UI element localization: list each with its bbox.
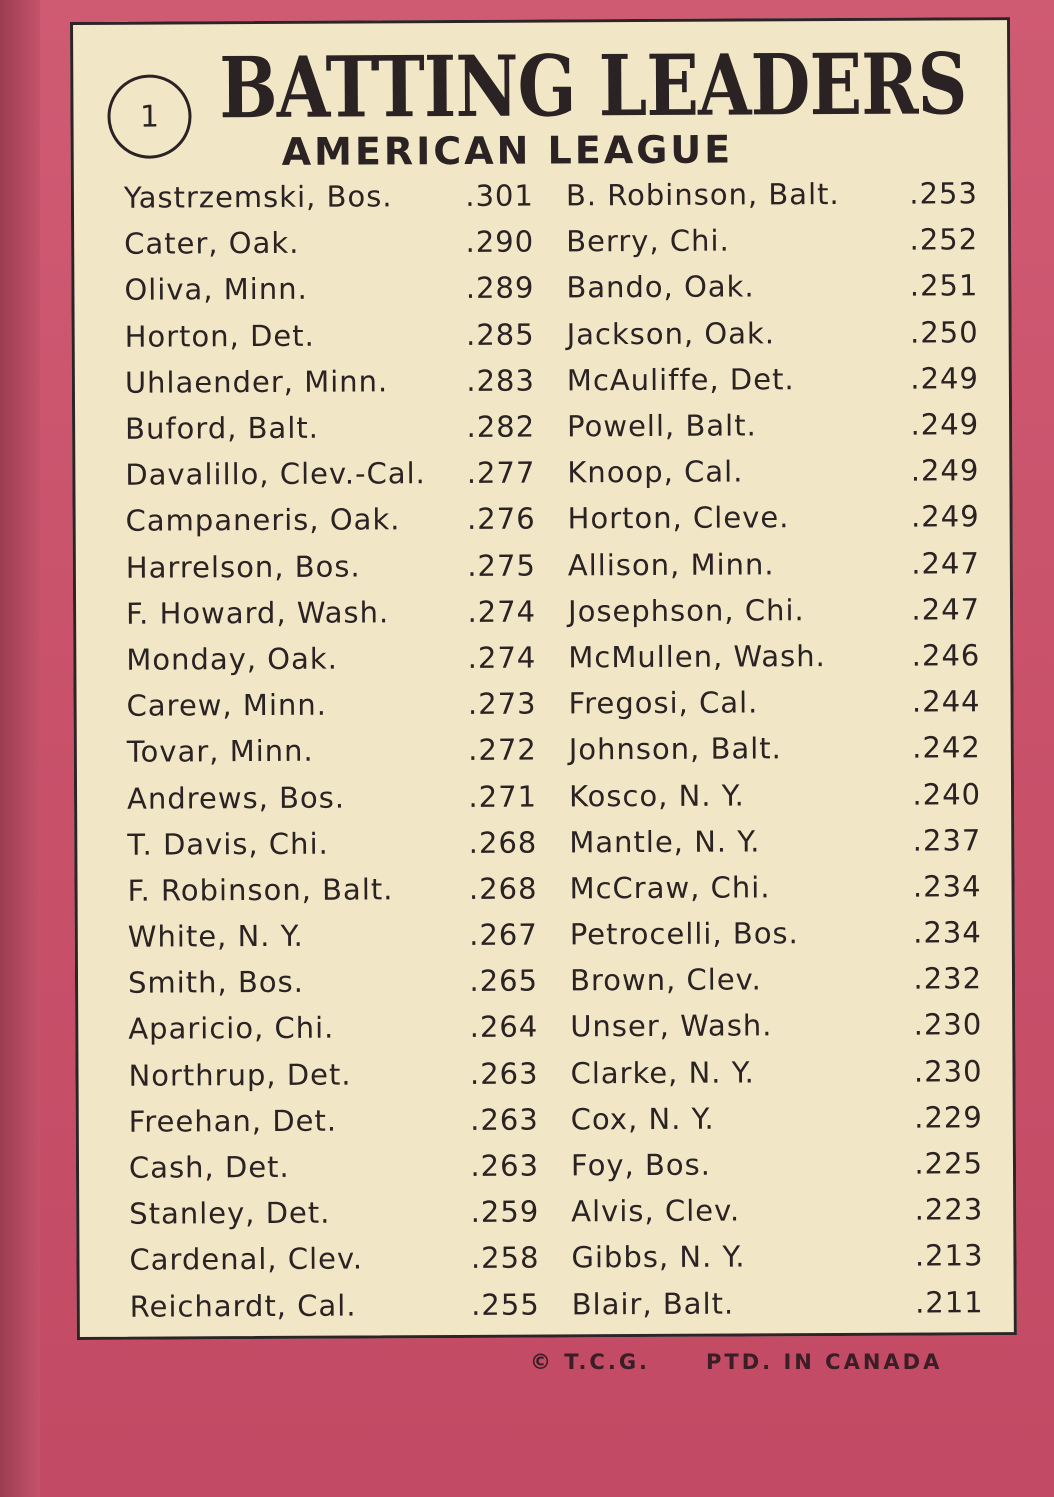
batting-average: .289 bbox=[465, 271, 535, 306]
player-name: Brown, Clev. bbox=[569, 962, 762, 998]
leader-row bbox=[124, 219, 534, 267]
player-name: Yastrzemski, Bos. bbox=[123, 179, 393, 215]
player-name: Allison, Minn. bbox=[567, 546, 775, 582]
player-name: Horton, Cleve. bbox=[567, 500, 790, 536]
card-number-badge bbox=[107, 74, 191, 158]
printed-in-text: PTD. IN CANADA bbox=[706, 1350, 943, 1374]
batting-average: .232 bbox=[913, 961, 983, 996]
batting-average: .250 bbox=[909, 314, 979, 350]
batting-average: .234 bbox=[912, 869, 982, 904]
leader-row bbox=[568, 586, 980, 634]
player-name: Cox, N. Y. bbox=[570, 1101, 715, 1137]
leader-row bbox=[568, 678, 980, 726]
leader-row bbox=[129, 1235, 539, 1283]
card-footer bbox=[530, 1350, 942, 1374]
batting-average: .259 bbox=[470, 1194, 540, 1230]
player-name: Unser, Wash. bbox=[570, 1008, 773, 1044]
player-name: Gibbs, N. Y. bbox=[571, 1239, 746, 1275]
leader-row bbox=[127, 865, 537, 913]
leader-row bbox=[567, 447, 979, 495]
batting-average: .272 bbox=[468, 732, 537, 768]
leader-row bbox=[129, 1142, 539, 1190]
leader-row bbox=[570, 909, 982, 957]
leader-row bbox=[571, 1094, 983, 1142]
player-name: Horton, Det. bbox=[124, 318, 315, 354]
leader-row bbox=[567, 401, 979, 449]
batting-average: .268 bbox=[468, 825, 538, 860]
card-edge-shadow bbox=[0, 0, 40, 1497]
leader-row bbox=[126, 588, 536, 636]
leaders-list-left bbox=[124, 173, 540, 1330]
player-name: Oliva, Minn. bbox=[124, 272, 308, 308]
leader-row bbox=[127, 773, 537, 821]
batting-average: .242 bbox=[912, 730, 981, 765]
batting-average: .263 bbox=[469, 1056, 539, 1091]
leader-row bbox=[127, 727, 537, 775]
leader-row bbox=[572, 1279, 984, 1327]
batting-average: .247 bbox=[911, 545, 980, 581]
player-name: Andrews, Bos. bbox=[126, 780, 346, 816]
batting-average: .274 bbox=[467, 640, 537, 675]
batting-average: .230 bbox=[913, 1007, 983, 1043]
batting-average: .275 bbox=[467, 548, 536, 583]
player-name: Johnson, Balt. bbox=[568, 731, 782, 767]
leader-row bbox=[128, 1050, 538, 1098]
leader-row bbox=[126, 681, 536, 729]
batting-average: .249 bbox=[910, 499, 980, 535]
leader-row bbox=[129, 1096, 539, 1144]
batting-average: .253 bbox=[909, 176, 978, 211]
player-name: Tovar, Minn. bbox=[126, 734, 314, 770]
leader-row bbox=[568, 540, 980, 588]
batting-average: .277 bbox=[466, 455, 536, 491]
card-title: BATTING LEADERS bbox=[219, 34, 967, 138]
leader-row bbox=[566, 263, 978, 311]
player-name: Reichardt, Cal. bbox=[129, 1288, 357, 1324]
player-name: Berry, Chi. bbox=[566, 223, 730, 259]
batting-average: .240 bbox=[912, 776, 982, 812]
batting-average: .230 bbox=[913, 1053, 983, 1089]
card-number: 1 bbox=[139, 99, 160, 135]
player-name: F. Howard, Wash. bbox=[126, 595, 390, 631]
leader-row bbox=[125, 357, 535, 405]
player-name: Harrelson, Bos. bbox=[125, 549, 361, 585]
batting-average: .283 bbox=[466, 363, 535, 398]
leader-row bbox=[129, 1189, 539, 1237]
player-name: Powell, Balt. bbox=[567, 408, 757, 444]
leader-row bbox=[569, 863, 981, 911]
leader-row bbox=[569, 817, 981, 865]
batting-average: .274 bbox=[467, 594, 537, 629]
batting-average: .282 bbox=[466, 409, 536, 444]
player-name: Aparicio, Chi. bbox=[128, 1011, 335, 1047]
batting-average: .263 bbox=[470, 1148, 540, 1183]
leader-row bbox=[125, 311, 535, 359]
leader-row bbox=[125, 404, 535, 452]
leader-row bbox=[128, 912, 538, 960]
leader-row bbox=[130, 1281, 540, 1329]
player-name: McCraw, Chi. bbox=[569, 870, 771, 906]
leader-row bbox=[567, 309, 979, 357]
player-name: Clarke, N. Y. bbox=[570, 1055, 755, 1091]
player-name: Bando, Oak. bbox=[566, 269, 755, 305]
player-name: Alvis, Clev. bbox=[571, 1193, 741, 1229]
leader-row bbox=[126, 634, 536, 682]
batting-average: .249 bbox=[910, 361, 979, 396]
leader-row bbox=[125, 450, 535, 498]
batting-average: .251 bbox=[909, 268, 979, 304]
batting-average: .285 bbox=[465, 317, 535, 352]
batting-average: .211 bbox=[915, 1284, 984, 1320]
player-name: Foy, Bos. bbox=[570, 1147, 712, 1183]
batting-average: .225 bbox=[914, 1146, 984, 1181]
leader-row bbox=[571, 1186, 983, 1234]
leaders-list-right bbox=[566, 170, 984, 1327]
batting-average: .249 bbox=[910, 453, 980, 488]
copyright-text: © T.C.G. bbox=[530, 1350, 651, 1374]
player-name: Mantle, N. Y. bbox=[569, 824, 761, 860]
player-name: Knoop, Cal. bbox=[567, 454, 744, 490]
player-name: Petrocelli, Bos. bbox=[569, 916, 799, 952]
batting-average: .263 bbox=[470, 1102, 539, 1137]
player-name: White, N. Y. bbox=[127, 918, 304, 954]
leader-row bbox=[124, 173, 534, 221]
leader-row bbox=[127, 819, 537, 867]
player-name: F. Robinson, Balt. bbox=[127, 872, 394, 908]
batting-average: .244 bbox=[911, 684, 981, 719]
player-name: Blair, Balt. bbox=[571, 1286, 735, 1321]
player-name: McMullen, Wash. bbox=[568, 639, 826, 675]
batting-average: .290 bbox=[465, 224, 535, 260]
leader-row bbox=[570, 1002, 982, 1050]
leader-row bbox=[571, 1140, 983, 1188]
player-name: T. Davis, Chi. bbox=[127, 826, 329, 862]
leader-row bbox=[568, 632, 980, 680]
player-name: Stanley, Det. bbox=[129, 1195, 331, 1231]
leader-row bbox=[570, 955, 982, 1003]
player-name: B. Robinson, Balt. bbox=[565, 177, 840, 213]
batting-average: .229 bbox=[914, 1100, 983, 1135]
batting-average: .268 bbox=[468, 871, 538, 906]
batting-average: .234 bbox=[913, 915, 982, 950]
player-name: McAuliffe, Det. bbox=[566, 362, 795, 398]
batting-average: .213 bbox=[914, 1238, 984, 1273]
player-name: Buford, Balt. bbox=[125, 410, 320, 446]
batting-average: .267 bbox=[469, 917, 538, 953]
batting-average: .247 bbox=[911, 592, 981, 627]
batting-average: .258 bbox=[470, 1240, 540, 1276]
player-name: Fregosi, Cal. bbox=[568, 685, 759, 721]
batting-average: .265 bbox=[469, 963, 539, 999]
leader-row bbox=[569, 771, 981, 819]
league-subtitle: AMERICAN LEAGUE bbox=[281, 127, 734, 174]
batting-average: .276 bbox=[466, 501, 536, 537]
player-name: Jackson, Oak. bbox=[566, 315, 776, 352]
player-name: Cash, Det. bbox=[128, 1149, 290, 1185]
player-name: Josephson, Chi. bbox=[568, 592, 805, 629]
batting-average: .264 bbox=[469, 1010, 539, 1045]
player-name: Campaneris, Oak. bbox=[125, 502, 401, 539]
batting-average: .246 bbox=[911, 638, 981, 673]
leader-row bbox=[570, 1048, 982, 1096]
leader-row bbox=[566, 170, 978, 218]
batting-average: .249 bbox=[910, 407, 980, 442]
player-name: Smith, Bos. bbox=[127, 965, 304, 1000]
leader-row bbox=[124, 265, 534, 313]
leader-row bbox=[567, 494, 979, 542]
player-name: Cater, Oak. bbox=[124, 226, 300, 262]
leader-row bbox=[128, 1004, 538, 1052]
batting-average: .223 bbox=[914, 1192, 984, 1227]
leader-row bbox=[569, 724, 981, 772]
leader-row bbox=[567, 355, 979, 403]
player-name: Davalillo, Clev.-Cal. bbox=[125, 456, 426, 492]
leader-row bbox=[126, 542, 536, 590]
batting-average: .255 bbox=[471, 1287, 540, 1322]
player-name: Carew, Minn. bbox=[126, 687, 328, 723]
batting-average: .301 bbox=[465, 178, 535, 214]
card-back-panel bbox=[70, 17, 1017, 1340]
leader-row bbox=[571, 1233, 983, 1281]
player-name: Northrup, Det. bbox=[128, 1057, 352, 1093]
player-name: Cardenal, Clev. bbox=[129, 1241, 364, 1278]
leader-row bbox=[125, 496, 535, 544]
batting-average: .273 bbox=[467, 686, 537, 722]
batting-average: .252 bbox=[909, 222, 979, 257]
leader-row bbox=[128, 958, 538, 1006]
player-name: Uhlaender, Minn. bbox=[124, 364, 389, 400]
player-name: Monday, Oak. bbox=[126, 641, 338, 677]
player-name: Kosco, N. Y. bbox=[568, 778, 745, 813]
batting-average: .237 bbox=[912, 822, 982, 858]
batting-average: .271 bbox=[468, 779, 538, 814]
player-name: Freehan, Det. bbox=[128, 1103, 338, 1139]
leader-row bbox=[566, 216, 978, 264]
